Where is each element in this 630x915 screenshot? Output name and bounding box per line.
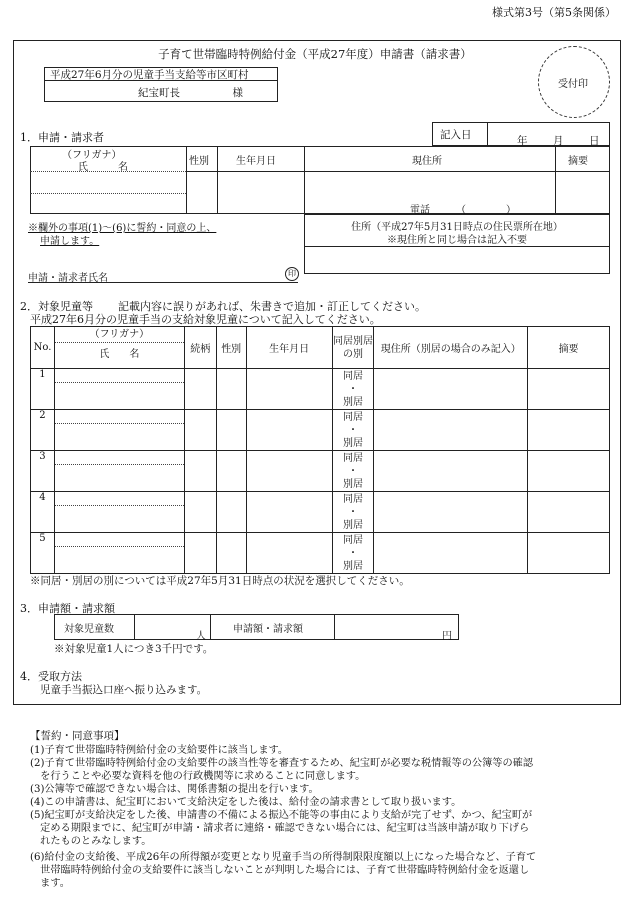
row-number: 5 bbox=[31, 533, 55, 574]
cohabit-choice: 同居 ・ 別居 bbox=[332, 369, 374, 410]
col-name: 氏 名 bbox=[99, 349, 140, 360]
table-row bbox=[31, 410, 610, 451]
pledge-item: ます。 bbox=[30, 878, 70, 889]
cohabit-choice: 同居 ・ 別居 bbox=[332, 492, 374, 533]
date-day: 日 bbox=[589, 135, 600, 147]
signer-label: 申請・請求者氏名 bbox=[28, 273, 108, 284]
pledge-item: (2)子育て世帯臨時特例給付金の支給要件の該当性等を審査するため、紀宝町が必要な税情報等の公簿等の確認 bbox=[30, 758, 534, 769]
pledge-item: (4)この申請書は、紀宝町において支給決定をした後は、給付金の請求書として取り扱います。 bbox=[30, 797, 462, 808]
row-number: 1 bbox=[31, 369, 55, 410]
amount-note: ※対象児童1人につき3千円です。 bbox=[54, 643, 214, 655]
col-gender: 性別 bbox=[216, 327, 246, 369]
birthdate-label: 生年月日 bbox=[236, 156, 276, 167]
pledge-item: 世帯臨時特例給付金の支給要件に該当しないことが判明した場合には、子育て世帯臨時特例給付金を返還し bbox=[30, 865, 530, 876]
table-row bbox=[31, 492, 610, 533]
name-label: 氏 名 bbox=[78, 162, 128, 173]
pledge-text2: 申請します。 bbox=[40, 236, 100, 247]
col-no: No. bbox=[31, 327, 55, 369]
cohabit-choice: 同居 ・ 別居 bbox=[332, 451, 374, 492]
pledge-item: 定める期限までに、紀宝町が申請・請求者に連絡・確認できない場合には、紀宝町は当該申請が取り下げら bbox=[30, 823, 530, 834]
pledge-item: (5)紀宝町が支給決定をした後、申請書の不備による振込不能等の事由により支給が完了せず、かつ、紀宝町が bbox=[30, 810, 533, 821]
prior-address-note: ※現住所と同じ場合は記入不要 bbox=[387, 235, 527, 246]
row-number: 2 bbox=[31, 410, 55, 451]
section2-heading: 2．対象児童等 bbox=[20, 300, 93, 313]
col-furigana: （フリガナ） bbox=[55, 328, 184, 343]
addressee-line1: 平成27年6月分の児童手当支給等市区町村 bbox=[50, 69, 249, 81]
section1-heading: 1．申請・請求者 bbox=[20, 131, 104, 144]
row-number: 4 bbox=[31, 492, 55, 533]
stamp-label: 受付印 bbox=[558, 79, 588, 90]
entry-date-label: 記入日 bbox=[440, 129, 472, 141]
address-label: 現住所 bbox=[412, 156, 442, 167]
pledge-item: (6)給付金の支給後、平成26年の所得額が変更となり児童手当の所得制限限度額以上になった場合など、子育て bbox=[30, 852, 537, 863]
amount-label: 申請額・請求額 bbox=[233, 624, 303, 635]
cohabit-footnote: ※同居・別居の別については平成27年5月31日時点の状況を選択してください。 bbox=[30, 575, 410, 587]
table-row bbox=[31, 533, 610, 574]
furigana-label: （フリガナ） bbox=[62, 150, 122, 161]
cohabit-choice: 同居 ・ 別居 bbox=[332, 533, 374, 574]
pledge-item: を行うことや必要な資料を他の行政機関等に求めることに同意します。 bbox=[30, 771, 366, 782]
gender-label: 性別 bbox=[189, 156, 209, 167]
pledges-heading: 【誓約・同意事項】 bbox=[30, 730, 125, 742]
children-count-label: 対象児童数 bbox=[64, 624, 114, 635]
section3-heading: 3．申請額・請求額 bbox=[20, 602, 115, 615]
phone-parens: （ ） bbox=[456, 205, 516, 216]
col-address: 現住所（別居の場合のみ記入） bbox=[374, 327, 528, 369]
prior-address-label: 住所（平成27年5月31日時点の住民票所在地） bbox=[351, 222, 563, 233]
children-unit: 人 bbox=[196, 631, 206, 642]
pledge-item: れたものとみなします。 bbox=[30, 836, 152, 847]
addressee-line2: 紀宝町長 様 bbox=[138, 87, 243, 99]
date-month: 月 bbox=[553, 135, 564, 147]
date-year: 年 bbox=[517, 135, 528, 147]
col-remarks: 摘要 bbox=[528, 327, 610, 369]
seal-mark: 印 bbox=[285, 267, 299, 281]
section4-heading: 4．受取方法 bbox=[20, 670, 82, 683]
table-row bbox=[31, 451, 610, 492]
pledge-item: (3)公簿等で確認できない場合は、関係書類の提出を行います。 bbox=[30, 784, 319, 795]
col-birthdate: 生年月日 bbox=[246, 327, 332, 369]
col-relation: 続柄 bbox=[184, 327, 216, 369]
table-row bbox=[31, 369, 610, 410]
section2-sub: 平成27年6月分の児童手当の支給対象児童について記入してください。 bbox=[30, 313, 381, 326]
pledge-item: (1)子育て世帯臨時特例給付金の支給要件に該当します。 bbox=[30, 745, 289, 756]
amount-unit: 円 bbox=[442, 631, 452, 642]
col-cohabit: 同居別居の別 bbox=[332, 327, 374, 369]
row-number: 3 bbox=[31, 451, 55, 492]
pledge-text: ※欄外の事項(1)～(6)に誓約・同意の上、 bbox=[28, 223, 217, 234]
cohabit-choice: 同居 ・ 別居 bbox=[332, 410, 374, 451]
remarks-label: 摘要 bbox=[568, 156, 588, 167]
form-title: 子育て世帯臨時特例給付金（平成27年度）申請書（請求書） bbox=[158, 47, 472, 61]
children-table bbox=[30, 326, 610, 574]
section4-text: 児童手当振込口座へ振り込みます。 bbox=[40, 684, 208, 696]
phone-label: 電話 bbox=[410, 205, 430, 216]
form-number: 様式第3号（第5条関係） bbox=[492, 6, 616, 19]
section2-note: 記載内容に誤りがあれば、朱書きで追加・訂正してください。 bbox=[118, 300, 426, 313]
